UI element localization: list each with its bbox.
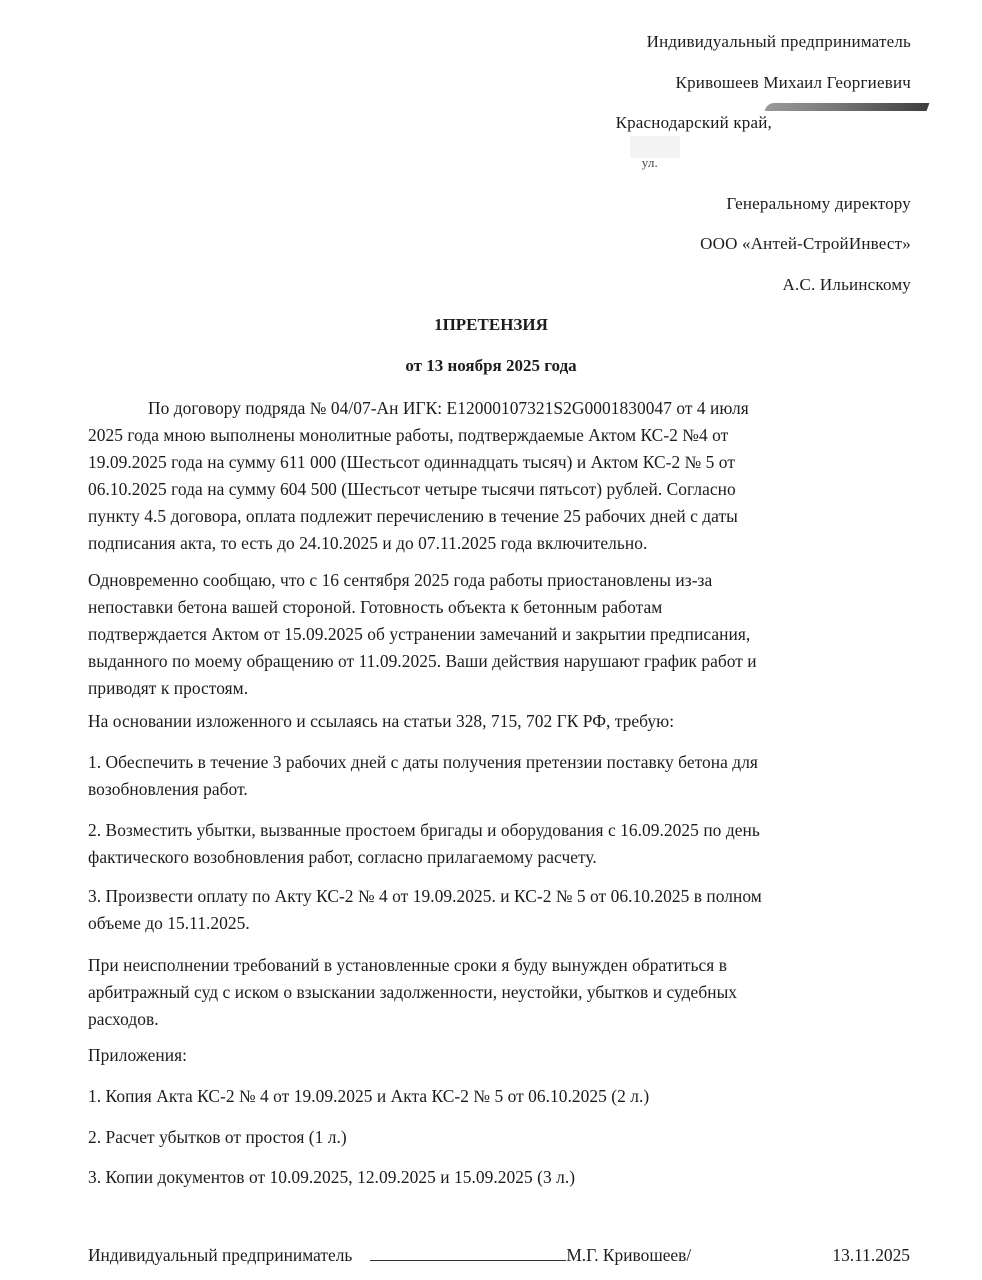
signature-line <box>370 1246 566 1261</box>
sender-title: Индивидуальный предприниматель <box>646 32 911 51</box>
attachment-text: 3. Копии документов от 10.09.2025, 12.09.2025 и 15.09.2025 (3 л.) <box>88 1167 576 1187</box>
paragraph-line: На основании изложенного и ссылаясь на статьи 328, 715, 702 ГК РФ, требую: <box>88 711 675 731</box>
paragraph-line: арбитражный суд с иском о взыскании задолженности, неустойки, убытков и судебных <box>88 982 738 1002</box>
document-date: от 13 ноября 2025 года <box>405 356 577 375</box>
paragraph-line: подписания акта, то есть до 24.10.2025 и до 07.11.2025 года включительно. <box>88 533 648 553</box>
paragraph-line: приводят к простоям. <box>88 678 249 698</box>
attachment-item <box>88 1083 908 1110</box>
sender-address-street: ул. <box>641 155 658 170</box>
paragraph-contract <box>88 395 908 557</box>
paragraph-line: пункту 4.5 договора, оплата подлежит перечислению в течение 25 рабочих дней с даты <box>88 506 738 526</box>
signature-date: 13.11.2025 <box>832 1245 910 1265</box>
paragraph-line: непоставки бетона вашей стороной. Готовность объекта к бетонным работам <box>88 597 663 617</box>
signature-row <box>88 1245 910 1266</box>
sender-name: Кривошеев Михаил Георгиевич <box>675 73 911 92</box>
attachment-item <box>88 1124 908 1151</box>
paragraph-line: 2. Возместить убытки, вызванные простоем бригады и оборудования с 16.09.2025 по день <box>88 820 760 840</box>
demand-item-3 <box>88 883 908 937</box>
recipient-company: ООО «Антей-СтройИнвест» <box>700 234 911 253</box>
paragraph-line: Одновременно сообщаю, что с 16 сентября 2025 года работы приостановлены из-за <box>88 570 713 590</box>
recipient-position: Генеральному директору <box>726 194 911 213</box>
redaction-mark <box>765 103 930 111</box>
attachment-item <box>88 1164 908 1191</box>
demand-item-1 <box>88 749 908 803</box>
attachments-heading <box>88 1042 908 1069</box>
paragraph-warning <box>88 952 908 1033</box>
paragraph-line: 19.09.2025 года на сумму 611 000 (Шестьсот одиннадцать тысяч) и Актом КС-2 № 5 от <box>88 452 735 472</box>
demands-intro <box>88 708 908 735</box>
paragraph-line: При неисполнении требований в установленные сроки я буду вынужден обратиться в <box>88 955 727 975</box>
paragraph-line: фактического возобновления работ, согласно прилагаемому расчету. <box>88 847 597 867</box>
paragraph-line: 06.10.2025 года на сумму 604 500 (Шестьсот четыре тысячи пятьсот) рублей. Согласно <box>88 479 736 499</box>
demand-item-2 <box>88 817 908 871</box>
paragraph-line: По договору подряда № 04/07-Ан ИГК: E12000107321S2G0001830047 от 4 июля <box>148 398 749 418</box>
recipient-name: А.С. Ильинскому <box>782 275 911 294</box>
paragraph-line: возобновления работ. <box>88 779 248 799</box>
paragraph-line: 2025 года мною выполнены монолитные работы, подтверждаемые Актом КС-2 №4 от <box>88 425 729 445</box>
paragraph-line: 3. Произвести оплату по Акту КС-2 № 4 от 19.09.2025. и КС-2 № 5 от 06.10.2025 в полном <box>88 886 762 906</box>
document-title: 1ПРЕТЕНЗИЯ <box>434 315 548 334</box>
signature-title: Индивидуальный предприниматель <box>88 1245 353 1265</box>
attachments-title: Приложения: <box>88 1045 188 1065</box>
attachment-text: 2. Расчет убытков от простоя (1 л.) <box>88 1127 347 1147</box>
attachment-text: 1. Копия Акта КС-2 № 4 от 19.09.2025 и Акта КС-2 № 5 от 06.10.2025 (2 л.) <box>88 1086 650 1106</box>
paragraph-line: подтверждается Актом от 15.09.2025 об устранении замечаний и закрытии предписания, <box>88 624 751 644</box>
paragraph-line: выданного по моему обращению от 11.09.2025. Ваши действия нарушают график работ и <box>88 651 757 671</box>
sender-address: Краснодарский край, <box>615 113 772 132</box>
paragraph-line: 1. Обеспечить в течение 3 рабочих дней с даты получения претензии поставку бетона для <box>88 752 758 772</box>
paragraph-suspension <box>88 567 908 702</box>
signature-name: М.Г. Кривошеев/ <box>566 1245 692 1265</box>
paragraph-line: расходов. <box>88 1009 159 1029</box>
document-body <box>88 395 908 557</box>
paragraph-line: объеме до 15.11.2025. <box>88 913 250 933</box>
